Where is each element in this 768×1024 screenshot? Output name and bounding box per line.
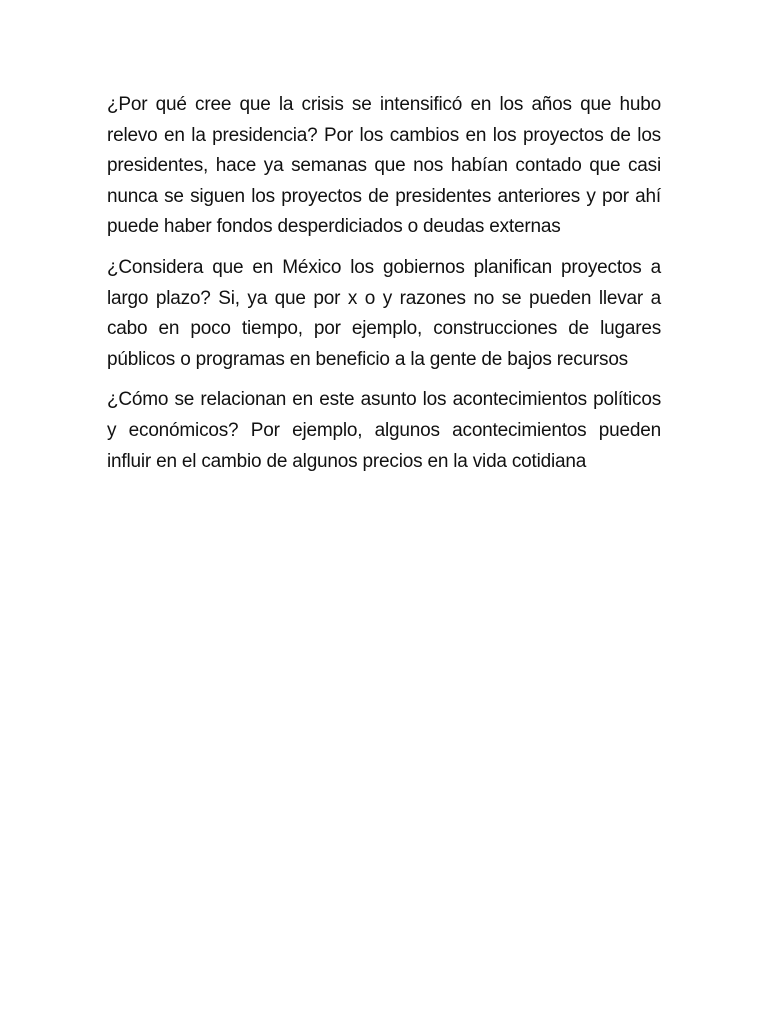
paragraph-2: ¿Considera que en México los gobiernos planifican proyectos a largo plazo? Si, ya que por x o y razones no se pueden llevar a cabo en poco tiempo, por ejemplo, construcciones de lugares públicos o programas en beneficio a la gente de bajos recursos (107, 256, 661, 370)
paragraph-1: ¿Por qué cree que la crisis se intensificó en los años que hubo relevo en la presidencia? Por los cambios en los proyectos de los presidentes, hace ya semanas que nos habían contado que casi nunca se siguen los proyectos de presidentes anteriores y por ahí puede haber fondos desperdiciados o deudas externas (107, 94, 661, 238)
paragraph-3: ¿Cómo se relacionan en este asunto los acontecimientos políticos y económicos? Por ejemplo, algunos acontecimientos pueden influir en el cambio de algunos precios en la vida cotidiana (107, 389, 661, 472)
document-body (107, 90, 661, 487)
